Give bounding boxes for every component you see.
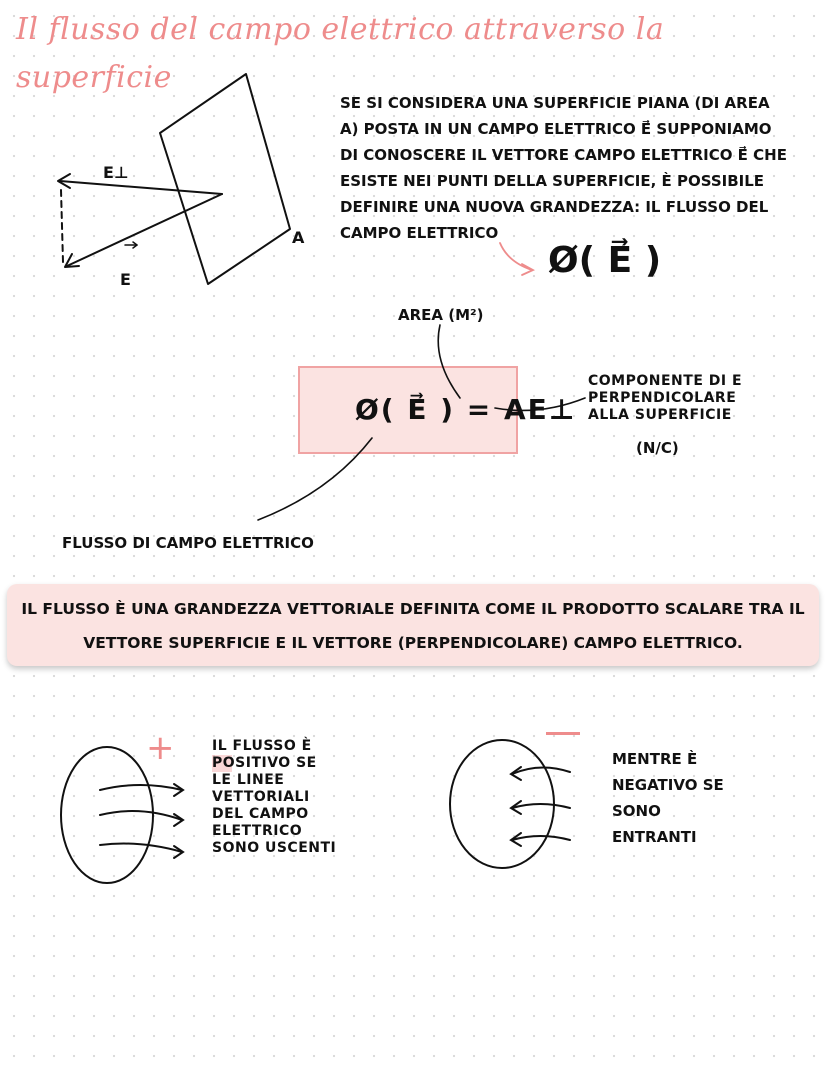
- positive-line: LE LINEE: [212, 772, 285, 788]
- positive-line: SONO USCENTI: [212, 840, 337, 856]
- component-line: PERPENDICOLARE: [588, 390, 737, 406]
- positive-line: IL FLUSSO È: [212, 738, 312, 754]
- e-label: E: [120, 270, 131, 289]
- intro-line: SE SI CONSIDERA UNA SUPERFICIE PIANA (DI AREA: [340, 94, 770, 112]
- intro-line: A) POSTA IN UN CAMPO ELETTRICO E⃗ SUPPONIAMO: [340, 120, 772, 138]
- negative-line: NEGATIVO SE: [612, 776, 724, 794]
- negative-note: [612, 746, 724, 850]
- minus-sign: [546, 732, 580, 735]
- flux-label: FLUSSO DI CAMPO ELETTRICO: [62, 534, 314, 552]
- intro-line: CAMPO ELETTRICO: [340, 224, 499, 242]
- negative-line: SONO: [612, 802, 661, 820]
- page-title-line-2: superficie: [16, 60, 172, 95]
- positive-line: VETTORIALI: [212, 789, 310, 805]
- positive-line: POSITIVO SE: [212, 755, 336, 772]
- definition-line-2: VETTORE SUPERFICIE E IL VETTORE (PERPENDICOLARE) CAMPO ELETTRICO.: [83, 634, 743, 652]
- negative-line: MENTRE È: [612, 750, 698, 768]
- intro-line: DI CONOSCERE IL VETTORE CAMPO ELETTRICO E⃗ CHE: [340, 146, 787, 164]
- component-line: ALLA SUPERFICIE: [588, 407, 732, 423]
- intro-line: ESISTE NEI PUNTI DELLA SUPERFICIE, È POSSIBILE: [340, 172, 765, 190]
- component-unit: (N/C): [636, 439, 679, 457]
- positive-line: ELETTRICO: [212, 823, 303, 839]
- flux-formula: Ø( E⃗ ) = AE⊥: [355, 393, 577, 426]
- positive-line: DEL CAMPO: [212, 806, 309, 822]
- page-title-line-1: Il flusso del campo elettrico attraverso la: [16, 12, 665, 47]
- plus-sign: +: [146, 728, 175, 768]
- component-line: COMPONENTE DI E: [588, 373, 743, 389]
- negative-line: ENTRANTI: [612, 828, 697, 846]
- flux-symbol: Ø( E⃗ ): [548, 240, 662, 281]
- definition-line-1: IL FLUSSO È UNA GRANDEZZA VETTORIALE DEFINITA COME IL PRODOTTO SCALARE TRA IL: [21, 600, 805, 618]
- area-unit-label: AREA (M²): [398, 306, 484, 324]
- intro-line: DEFINIRE UNA NUOVA GRANDEZZA: IL FLUSSO DEL: [340, 198, 769, 216]
- e-perp-label: E⊥: [103, 163, 129, 182]
- area-a-label: A: [292, 228, 305, 247]
